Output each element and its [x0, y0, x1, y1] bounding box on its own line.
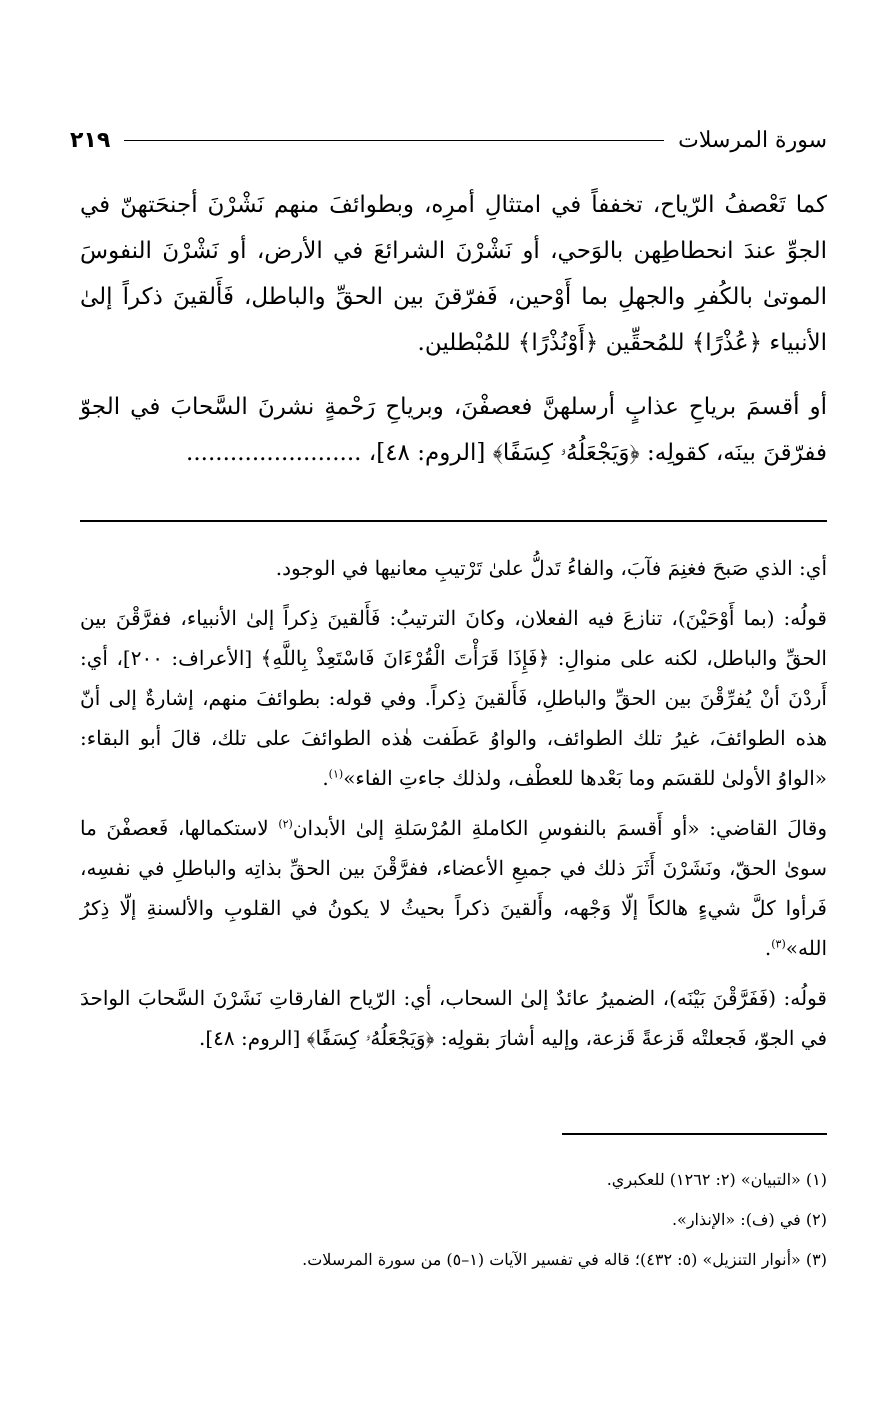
running-header	[70, 120, 827, 160]
main-text	[80, 182, 827, 476]
text-separator	[80, 520, 827, 522]
commentary-paragraph-3-end: .	[764, 936, 772, 960]
commentary-paragraph-2	[80, 598, 827, 798]
commentary-paragraph-3-text-a: وقالَ القاضي: «أو أَقسمَ بالنفوسِ الكاملةِ المُرْسَلةِ إلىٰ الأبدان	[292, 816, 827, 840]
footnotes	[80, 1160, 827, 1280]
commentary	[80, 548, 827, 1058]
commentary-paragraph-4: قولُه: (فَفَرَّقْنَ بَيْنَه)، الضميرُ عائدٌ إلىٰ السحاب، أي: الرّياح الفارقاتِ نَشَرْنَ السَّحابَ الواحدَ في الجوّ، فَجعلتْه قَزعةً قَزعة، وإليه أشارَ بقولِه: ﴿وَيَجْعَلُهُۥ كِسَفًا﴾ [الروم: ٤٨].	[80, 986, 827, 1050]
commentary-paragraph-2-end: .	[322, 766, 329, 790]
footnote-1: (١) «التبيان» (٢: ١٢٦٢) للعكبري.	[606, 1170, 827, 1189]
commentary-paragraph-3-text-b: لاستكمالها، فَعصفْنَ ما سوىٰ الحقّ، ونَشَرْنَ أَثَرَ ذلك في جميعِ الأعضاء، ففرَّقْنَ بين الحقِّ بذاتِه والباطلِ في نفسِه، فَرأوا كلَّ شيءٍ هالكاً إلّا وَجْهه، وأَلقينَ ذكراً بحيثُ لا يكونُ في القلوبِ والألسنةِ إلّا ذِكرُ الله»	[80, 816, 827, 960]
footnote-ref-3: (٣)	[771, 937, 786, 951]
footnote-separator	[562, 1133, 827, 1135]
footnote-ref-2: (٢)	[278, 817, 293, 831]
main-paragraph-2: أو أقسمَ برياحِ عذابٍ أرسلهنَّ فعصفْنَ، وبرياحِ رَحْمةٍ نشرنَ السَّحابَ في الجوّ ففرّقنَ بينَه، كقولِه: ﴿وَيَجْعَلُهُۥ كِسَفًا﴾ [الروم: ٤٨]، ........................	[80, 394, 827, 466]
footnote-2: (٢) في (ف): «الإنذار».	[671, 1210, 827, 1229]
commentary-paragraph-3	[80, 808, 827, 968]
header-rule	[124, 140, 664, 141]
commentary-paragraph-2-text: قولُه: (بما أَوْحَيْنَ)، تنازعَ فيه الفعلان، وكانَ الترتيبُ: فَأَلقينَ ذِكراً إلىٰ الأنبياء، ففرَّقْنَ بين الحقِّ والباطل، لكنه على منوالِ: ﴿فَإِذَا قَرَأْتَ الْقُرْءَانَ فَاسْتَعِذْ بِاللَّهِ﴾ [الأعراف: ٢٠٠]، أي: أَردْنَ أنْ يُفرِّقْنَ بين الحقِّ والباطلِ، فَأَلقينَ ذِكراً. وفي قوله: بطوائفَ منهم، إشارةٌ إلى أنّ هذه الطوائفَ، غيرُ تلك الطوائف، والواوُ عَطَفت هٰذه الطوائفَ على تلك، قالَ أبو البقاء: «الواوُ الأولىٰ للقسَم وما بَعْدها للعطْف، ولذلك جاءتِ الفاء»	[80, 606, 827, 790]
commentary-paragraph-1: أي: الذي صَبحَ فغنِمَ فآبَ، والفاءُ تَدلُّ علىٰ تَرْتيبِ معانيها في الوجود.	[275, 556, 827, 580]
page-number: ٢١٩	[70, 127, 111, 153]
main-paragraph-1: كما تَعْصفُ الرّياح، تخففاً في امتثالِ أمرِه، وبطوائفَ منهم نَشْرْنَ أجنحَتهنّ في الجوِّ عندَ انحطاطِهن بالوَحي، أو نَشْرْنَ الشرائعَ في الأرض، أو نَشْرْنَ النفوسَ الموتىٰ بالكُفرِ والجهلِ بما أَوْحين، فَفرّقنَ بين الحقِّ والباطل، فَأَلقينَ ذكراً إلىٰ الأنبياء ﴿عُذْرًا﴾ للمُحقِّين ﴿أَوْنُذْرًا﴾ للمُبْطلين.	[80, 192, 827, 356]
footnote-ref-1: (١)	[328, 767, 344, 781]
header-title: سورة المرسلات	[678, 127, 827, 153]
footnote-3: (٣) «أنوار التنزيل» (٥: ٤٣٢)؛ قاله في تفسير الآيات (١–٥) من سورة المرسلات.	[302, 1250, 827, 1269]
